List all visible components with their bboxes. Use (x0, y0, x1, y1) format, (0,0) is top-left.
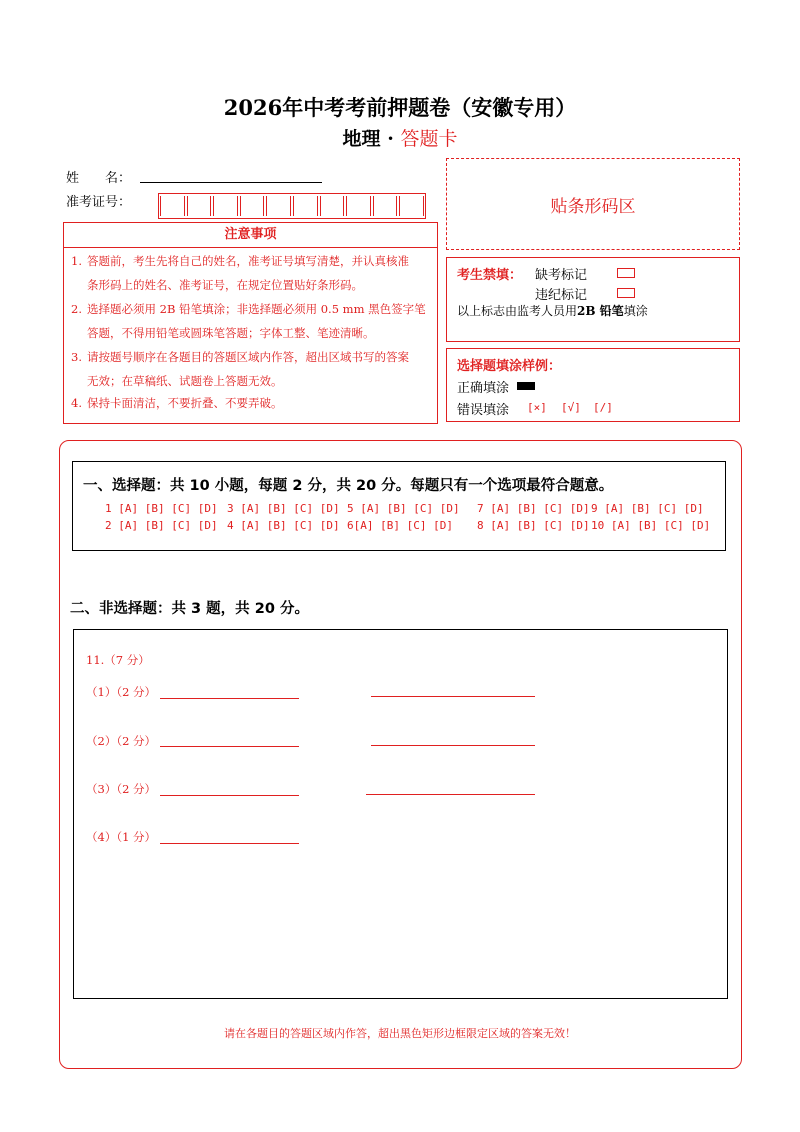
notice-num: 2. (71, 302, 82, 316)
absent-mark[interactable] (617, 268, 635, 278)
id-cell[interactable] (187, 196, 212, 216)
title-dot: · (387, 128, 394, 150)
notice-box (63, 222, 438, 424)
q11-part1-answer-line-2[interactable] (371, 696, 535, 697)
sample-title: 选择题填涂样例： (457, 359, 562, 374)
notice-item (71, 249, 433, 297)
mcq-q9[interactable]: 9 [A] [B] [C] [D] (591, 502, 704, 515)
notice-text: 条形码上的姓名、准考证号，在规定位置贴好条形码。 (87, 278, 363, 292)
id-cell[interactable] (240, 196, 265, 216)
notice-title: 注意事项 (64, 223, 437, 248)
q11-part4-answer-line[interactable] (160, 843, 299, 844)
id-cell[interactable] (320, 196, 345, 216)
absent-label: 缺考标记 (535, 268, 588, 283)
id-cell[interactable] (346, 196, 371, 216)
mcq-q6[interactable]: 6[A] [B] [C] [D] (347, 519, 453, 532)
forbid-note-post: 填涂 (623, 304, 648, 318)
mcq-box (72, 461, 726, 551)
wrong-label: 错误填涂 (457, 403, 510, 418)
forbid-note-pre: 以上标志由监考人员用 (457, 304, 578, 318)
page-title: 2026年中考考前押题卷（安徽专用） (223, 95, 577, 120)
q11-part2-answer-line-2[interactable] (371, 745, 535, 746)
notice-item (71, 391, 433, 415)
id-cell[interactable] (373, 196, 398, 216)
mcq-q1[interactable]: 1 [A] [B] [C] [D] (105, 502, 218, 515)
card-label: 答题卡 (400, 128, 458, 150)
mcq-q3[interactable]: 3 [A] [B] [C] [D] (227, 502, 340, 515)
q11-part3-answer-line-2[interactable] (366, 794, 535, 795)
essay-box (73, 629, 728, 999)
id-number-boxes[interactable] (158, 193, 426, 219)
id-cell[interactable] (160, 196, 185, 216)
notice-text: 无效；在草稿纸、试题卷上答题无效。 (87, 374, 283, 388)
q11-part2-answer-line[interactable] (160, 746, 299, 747)
notice-text: 答题前，考生先将自己的姓名，准考证号填写清楚，并认真核准 (87, 254, 409, 268)
section2-title: 二、非选择题：共 3 题，共 20 分。 (70, 601, 309, 617)
footer-warning: 请在各题目的答题区域内作答，超出黑色矩形边框限定区域的答案无效！ (224, 1027, 576, 1040)
mcq-q4[interactable]: 4 [A] [B] [C] [D] (227, 519, 340, 532)
notice-text: 选择题必须用 2B 铅笔填涂；非选择题必须用 0.5 mm 黑色签字笔 (87, 302, 426, 316)
subject-label: 地理 (342, 128, 381, 150)
id-cell[interactable] (293, 196, 318, 216)
mcq-q5[interactable]: 5 [A] [B] [C] [D] (347, 502, 460, 515)
barcode-label: 贴条形码区 (550, 196, 636, 217)
notice-text: 保持卡面清洁，不要折叠、不要弄破。 (87, 396, 283, 410)
notice-text: 请按题号顺序在各题目的答题区域内作答，超出区域书写的答案 (87, 350, 409, 364)
q11-title: 11.（7 分） (86, 653, 150, 667)
q11-part3-label: （3）（2 分） (86, 782, 157, 796)
correct-fill-mark (517, 382, 535, 390)
notice-item (71, 297, 433, 345)
q11-part4-label: （4）（1 分） (86, 830, 157, 844)
candidate-forbidden-box (446, 257, 740, 342)
mcq-q7[interactable]: 7 [A] [B] [C] [D] (477, 502, 590, 515)
name-label: 姓 名： (66, 171, 132, 186)
wrong-mark-check: [√] (561, 401, 581, 414)
correct-label: 正确填涂 (457, 381, 510, 396)
wrong-mark-slash: [/] (593, 401, 613, 414)
mcq-q2[interactable]: 2 [A] [B] [C] [D] (105, 519, 218, 532)
barcode-area (446, 158, 740, 250)
name-field[interactable] (140, 182, 322, 183)
q11-part3-answer-line[interactable] (160, 795, 299, 796)
forbid-title: 考生禁填： (457, 268, 523, 283)
notice-item (71, 345, 433, 393)
q11-part1-label: （1）（2 分） (86, 685, 157, 699)
fill-sample-box (446, 348, 740, 422)
violation-mark[interactable] (617, 288, 635, 298)
notice-num: 3. (71, 350, 82, 364)
mcq-q8[interactable]: 8 [A] [B] [C] [D] (477, 519, 590, 532)
page-subtitle (0, 124, 800, 151)
id-cell[interactable] (213, 196, 238, 216)
mcq-q10[interactable]: 10 [A] [B] [C] [D] (591, 519, 711, 532)
wrong-mark-x: [×] (527, 401, 547, 414)
id-cell[interactable] (266, 196, 291, 216)
forbid-note (457, 302, 648, 319)
notice-num: 4. (71, 396, 82, 410)
violation-label: 违纪标记 (535, 288, 588, 303)
id-label: 准考证号： (66, 195, 132, 210)
q11-part2-label: （2）（2 分） (86, 734, 157, 748)
notice-text: 答题，不得用铅笔或圆珠笔答题；字体工整、笔迹清晰。 (87, 326, 375, 340)
forbid-note-bold: 2B 铅笔 (577, 304, 624, 318)
notice-num: 1. (71, 254, 82, 268)
id-cell[interactable] (399, 196, 424, 216)
q11-part1-answer-line[interactable] (160, 698, 299, 699)
section1-title: 一、选择题：共 10 小题，每题 2 分，共 20 分。每题只有一个选项最符合题意。 (83, 478, 614, 494)
